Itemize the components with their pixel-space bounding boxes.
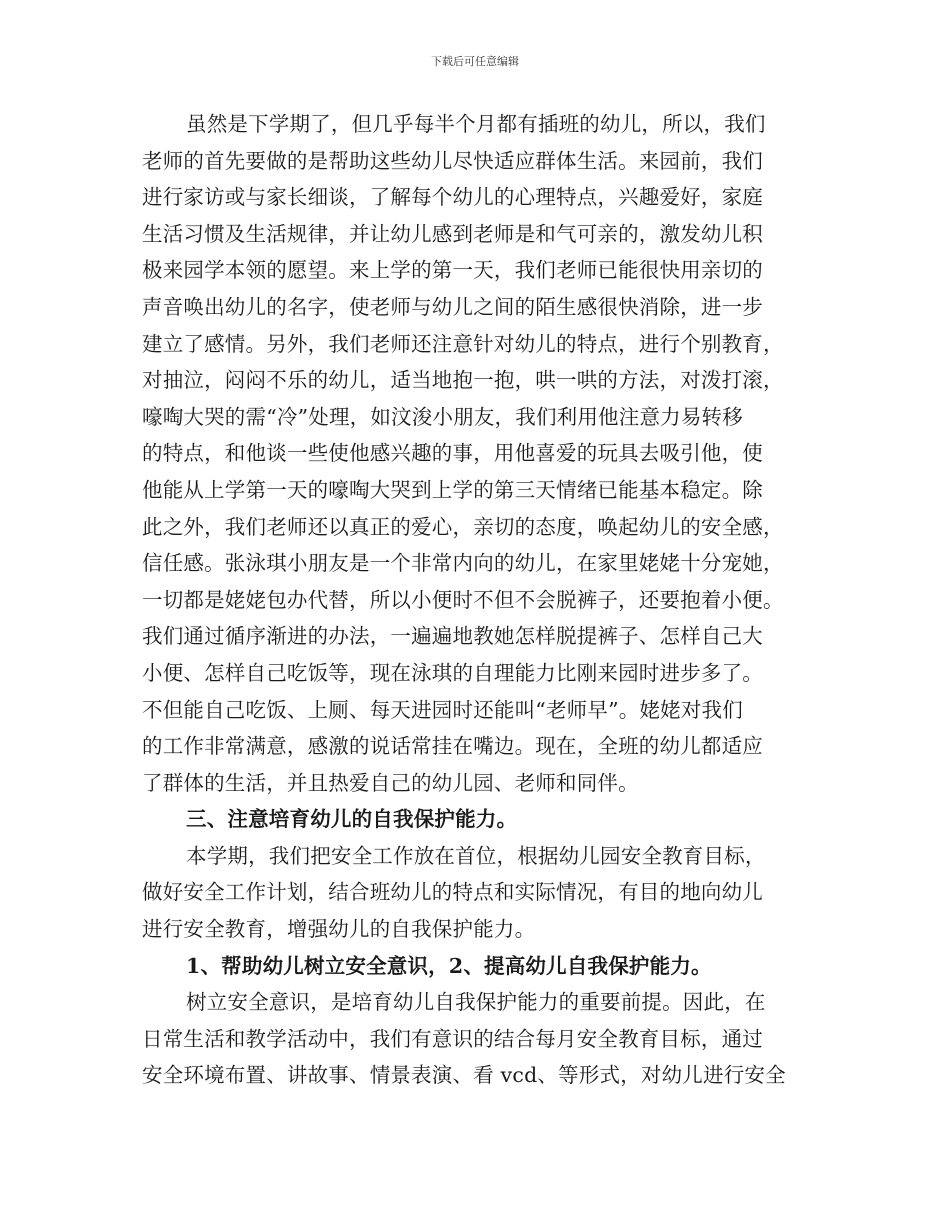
section-heading — [142, 801, 817, 838]
text-line: 的工作非常满意，感激的说话常挂在嘴边。现在，全班的幼儿都适应 — [142, 734, 763, 759]
body-paragraph — [142, 984, 817, 1094]
section-heading — [142, 948, 817, 985]
text-line: 一切都是姥姥包办代替，所以小便时不但不会脱裤子，还要抱着小便。 — [142, 587, 784, 612]
text-line: 进行安全教育，增强幼儿的自我保护能力。 — [142, 917, 536, 942]
text-line: 树立安全意识，是培育幼儿自我保护能力的重要前提。因此，在 — [186, 990, 766, 1015]
text-line: 进行家访或与家长细谈，了解每个幼儿的心理特点，兴趣爱好，家庭 — [142, 185, 763, 210]
body-paragraph — [142, 106, 817, 801]
text-line: 的特点，和他谈一些使他感兴趣的事，用他喜爱的玩具去吸引他，使 — [142, 441, 763, 466]
text-line: 做好安全工作计划，结合班幼儿的特点和实际情况，有目的地向幼儿 — [142, 880, 763, 905]
text-line: 极来园学本领的愿望。来上学的第一天，我们老师已能很快用亲切的 — [142, 258, 763, 283]
text-line: 信任感。张泳琪小朋友是一个非常内向的幼儿，在家里姥姥十分宠她， — [142, 551, 784, 576]
text-line: 建立了感情。另外，我们老师还注意针对幼儿的特点，进行个别教育， — [142, 331, 784, 356]
text-line: 了群体的生活，并且热爱自己的幼儿园、老师和同伴。 — [142, 770, 639, 795]
text-line: 他能从上学第一天的嚎啕大哭到上学的第三天情绪已能基本稳定。除 — [142, 477, 763, 502]
text-line: 嚎啕大哭的需“冷”处理，如汶浚小朋友，我们利用他注意力易转移 — [142, 404, 743, 429]
text-line: 本学期，我们把安全工作放在首位，根据幼儿园安全教育目标， — [186, 843, 766, 868]
text-line: 日常生活和教学活动中，我们有意识的结合每月安全教育目标，通过 — [142, 1026, 763, 1051]
body-paragraph — [142, 838, 817, 948]
text-line: 老师的首先要做的是帮助这些幼儿尽快适应群体生活。来园前，我们 — [142, 148, 763, 173]
text-line: 虽然是下学期了，但几乎每半个月都有插班的幼儿，所以，我们 — [186, 112, 766, 136]
text-line: 生活习惯及生活规律，并让幼儿感到老师是和气可亲的，激发幼儿积 — [142, 221, 763, 246]
text-line: 对抽泣，闷闷不乐的幼儿，适当地抱一抱，哄一哄的方法，对泼打滚， — [142, 368, 784, 393]
text-line: 安全环境布置、讲故事、情景表演、看 vcd、等形式，对幼儿进行安全 — [142, 1063, 786, 1088]
text-line: 我们通过循序渐进的办法，一遍遍地教她怎样脱提裤子、怎样自己大 — [142, 624, 763, 649]
text-line: 此之外，我们老师还以真正的爱心，亲切的态度，唤起幼儿的安全感， — [142, 514, 784, 539]
text-line: 声音唤出幼儿的名字，使老师与幼儿之间的陌生感很快消除，进一步 — [142, 294, 763, 319]
text-line: 不但能自己吃饭、上厕、每天进园时还能叫“老师早”。姥姥对我们 — [142, 697, 743, 722]
page-header: 下载后可任意编辑 — [431, 55, 519, 68]
document-body — [142, 106, 817, 1094]
text-line: 三、注意培育幼儿的自我保护能力。 — [186, 807, 518, 832]
text-line: 小便、怎样自己吃饭等，现在泳琪的自理能力比刚来园时进步多了。 — [142, 660, 763, 685]
text-line: 1、帮助幼儿树立安全意识，2、提高幼儿自我保护能力。 — [186, 953, 712, 978]
